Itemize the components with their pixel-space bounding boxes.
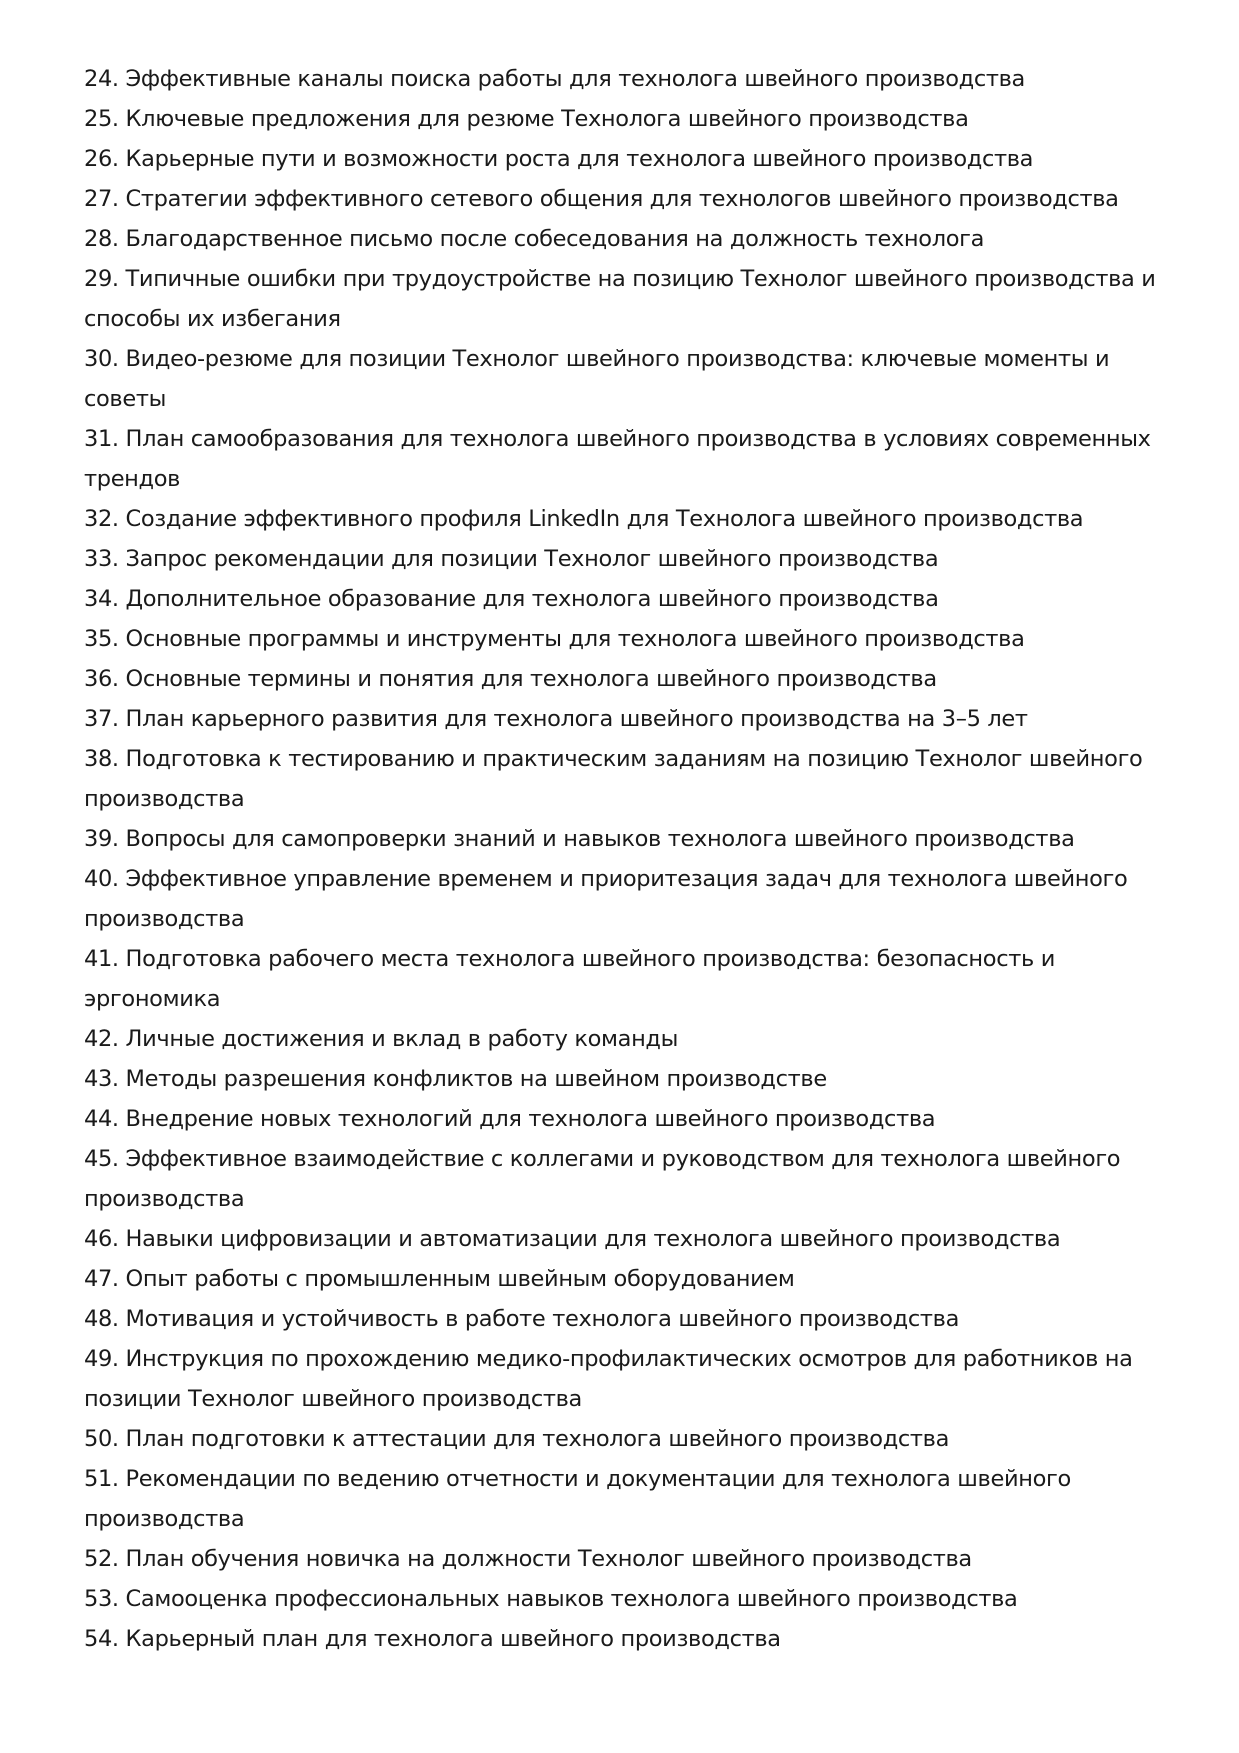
- toc-item: 26. Карьерные пути и возможности роста для технолога швейного производства: [84, 146, 1034, 172]
- toc-item: 42. Личные достижения и вклад в работу команды: [84, 1026, 679, 1052]
- toc-item: 37. План карьерного развития для технолога швейного производства на 3–5 лет: [84, 706, 1028, 732]
- toc-item: 52. План обучения новичка на должности Технолог швейного производства: [84, 1546, 972, 1572]
- toc-item: 25. Ключевые предложения для резюме Технолога швейного производства: [84, 106, 969, 132]
- toc-item: 53. Самооценка профессиональных навыков технолога швейного производства: [84, 1586, 1018, 1612]
- toc-item: 40. Эффективное управление временем и приоритезация задач для технолога швейного производства: [84, 866, 1128, 932]
- toc-item: 49. Инструкция по прохождению медико-профилактических осмотров для работников на позиции Технолог швейного производства: [84, 1346, 1133, 1412]
- toc-item: 46. Навыки цифровизации и автоматизации для технолога швейного производства: [84, 1226, 1061, 1252]
- toc-item: 44. Внедрение новых технологий для технолога швейного производства: [84, 1106, 936, 1132]
- toc-item: 48. Мотивация и устойчивость в работе технолога швейного производства: [84, 1306, 960, 1332]
- toc-item: 27. Стратегии эффективного сетевого общения для технологов швейного производства: [84, 186, 1119, 212]
- toc-item: 32. Создание эффективного профиля LinkedIn для Технолога швейного производства: [84, 506, 1084, 532]
- toc-item: 36. Основные термины и понятия для технолога швейного производства: [84, 666, 937, 692]
- toc-item: 34. Дополнительное образование для технолога швейного производства: [84, 586, 939, 612]
- toc-item: 24. Эффективные каналы поиска работы для технолога швейного производства: [84, 66, 1025, 92]
- toc-item: 39. Вопросы для самопроверки знаний и навыков технолога швейного производства: [84, 826, 1075, 852]
- toc-item: 41. Подготовка рабочего места технолога швейного производства: безопасность и эргономика: [84, 946, 1055, 1012]
- toc-item: 43. Методы разрешения конфликтов на швейном производстве: [84, 1066, 827, 1092]
- toc-item: 28. Благодарственное письмо после собеседования на должность технолога: [84, 226, 985, 252]
- toc-item: 29. Типичные ошибки при трудоустройстве на позицию Технолог швейного производства и способы их избегания: [84, 266, 1156, 332]
- toc-item: 54. Карьерный план для технолога швейного производства: [84, 1626, 781, 1652]
- toc-item: 38. Подготовка к тестированию и практическим заданиям на позицию Технолог швейного производства: [84, 746, 1143, 812]
- table-of-contents: [84, 59, 1164, 1659]
- toc-item: 50. План подготовки к аттестации для технолога швейного производства: [84, 1426, 950, 1452]
- toc-item: 31. План самообразования для технолога швейного производства в условиях современных трендов: [84, 426, 1151, 492]
- toc-item: 33. Запрос рекомендации для позиции Технолог швейного производства: [84, 546, 939, 572]
- toc-item: 51. Рекомендации по ведению отчетности и документации для технолога швейного производства: [84, 1466, 1071, 1532]
- toc-item: 35. Основные программы и инструменты для технолога швейного производства: [84, 626, 1025, 652]
- toc-item: 47. Опыт работы с промышленным швейным оборудованием: [84, 1266, 795, 1292]
- toc-item: 30. Видео-резюме для позиции Технолог швейного производства: ключевые моменты и советы: [84, 346, 1110, 412]
- document-page: [84, 59, 1164, 1659]
- toc-item: 45. Эффективное взаимодействие с коллегами и руководством для технолога швейного производства: [84, 1146, 1121, 1212]
